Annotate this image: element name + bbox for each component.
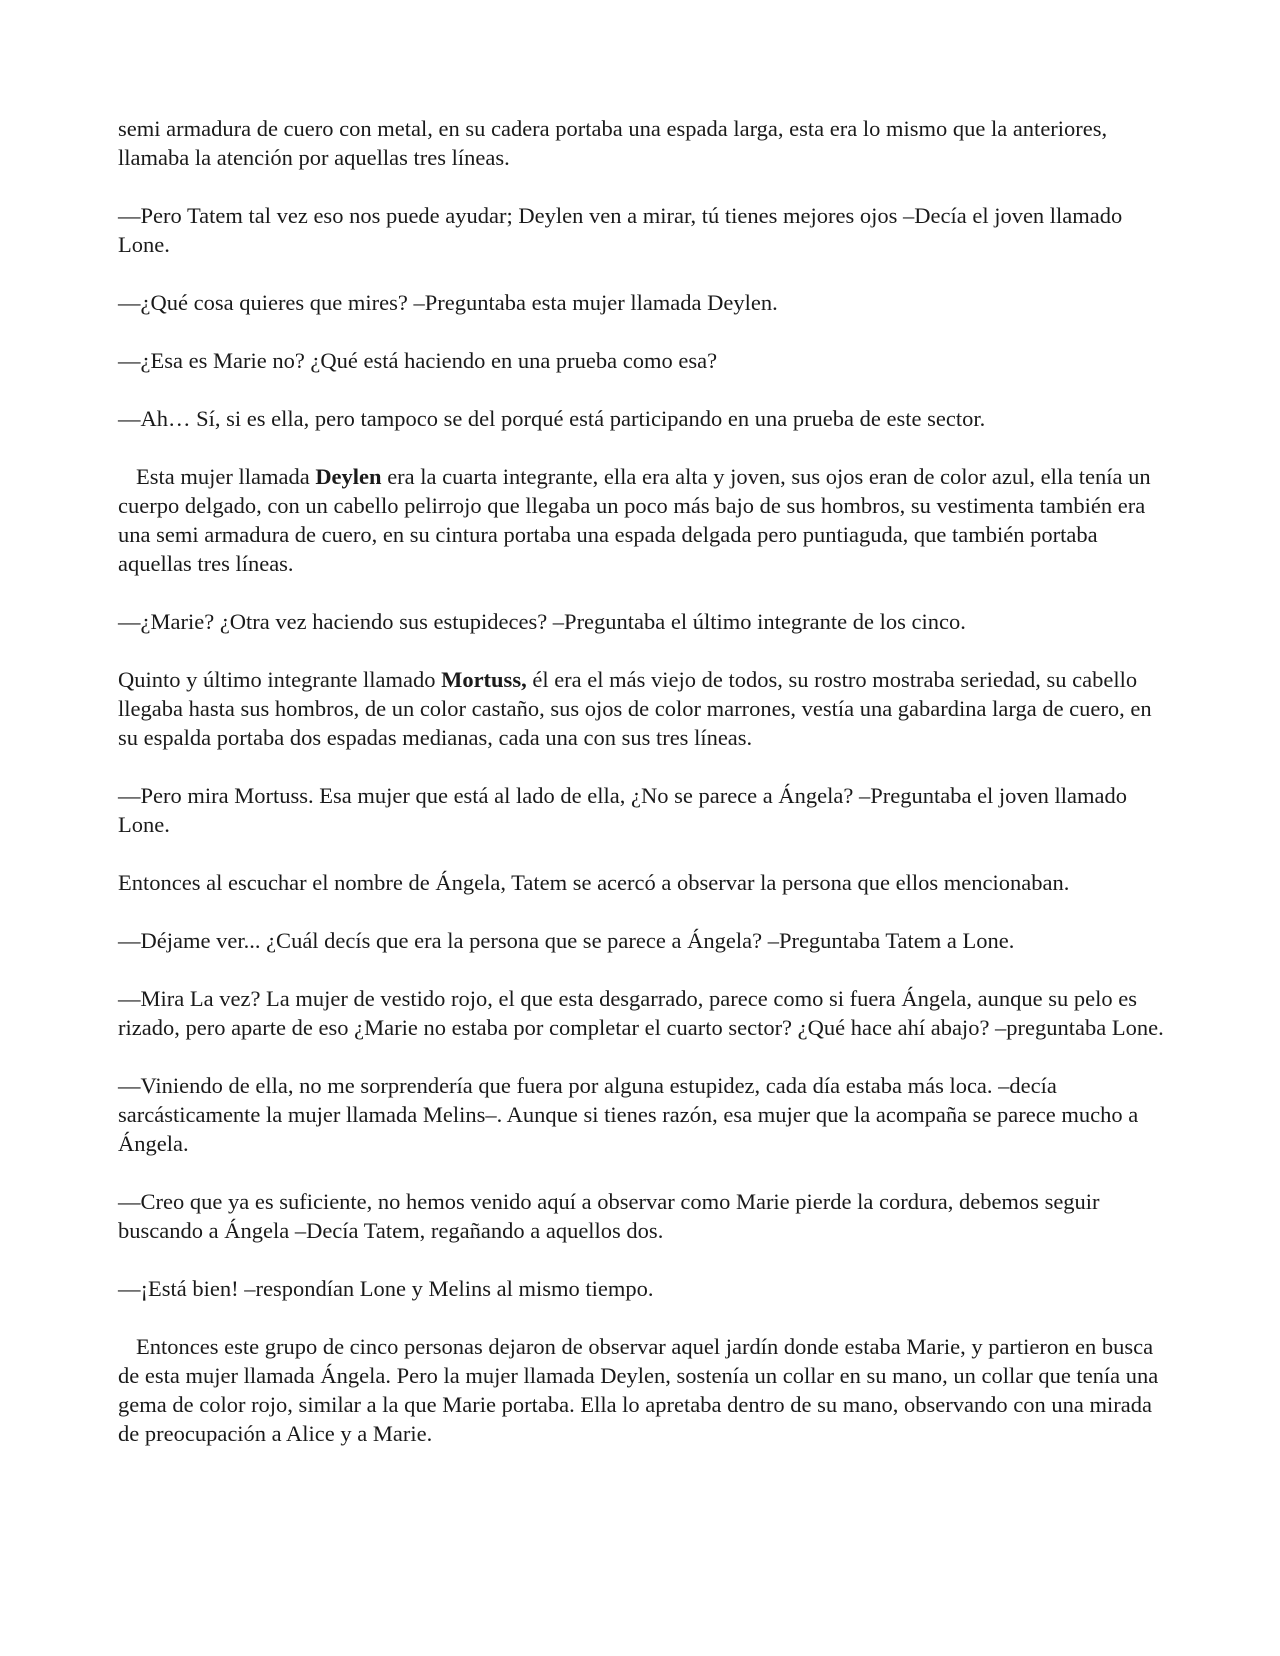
text-run: —Viniendo de ella, no me sorprendería que fuera por alguna estupidez, cada día estaba más loca. –decía sarcásticamente la mujer llamada Melins–. Aunque si tienes razón, esa mujer que la acompaña se parece mucho a Ángela.: [118, 1073, 1144, 1156]
text-run: Entonces este grupo de cinco personas dejaron de observar aquel jardín donde estaba Marie, y partieron en busca de esta mujer llamada Ángela. Pero la mujer llamada Deylen, sostenía un collar en su mano, un collar que tenía una gema de color rojo, similar a la que Marie portaba. Ella lo apretaba dentro de su mano, observando con una mirada de preocupación a Alice y a Marie.: [118, 1334, 1164, 1446]
text-run: —Pero Tatem tal vez eso nos puede ayudar; Deylen ven a mirar, tú tienes mejores ojos –Decía el joven llamado Lone.: [118, 203, 1128, 257]
paragraph: [118, 1274, 1168, 1303]
text-run: semi armadura de cuero con metal, en su cadera portaba una espada larga, esta era lo mismo que la anteriores, llamaba la atención por aquellas tres líneas.: [118, 116, 1113, 170]
character-name: Mortuss,: [441, 667, 527, 692]
paragraph: [118, 288, 1168, 317]
paragraph: [118, 781, 1168, 839]
paragraph: [118, 114, 1168, 172]
paragraph: [118, 346, 1168, 375]
paragraph: [118, 462, 1168, 578]
text-run: Esta mujer llamada: [136, 464, 316, 489]
character-name: Deylen: [315, 464, 382, 489]
text-run: Entonces al escuchar el nombre de Ángela, Tatem se acercó a observar la persona que ellos mencionaban.: [118, 870, 1070, 895]
paragraph: [118, 1187, 1168, 1245]
paragraph: [118, 1332, 1168, 1448]
text-run: —Creo que ya es suficiente, no hemos venido aquí a observar como Marie pierde la cordura, debemos seguir buscando a Ángela –Decía Tatem, regañando a aquellos dos.: [118, 1189, 1106, 1243]
paragraph: [118, 1071, 1168, 1158]
text-run: era la cuarta integrante, ella era alta y joven, sus ojos eran de color azul, ella tenía un cuerpo delgado, con un cabello pelirrojo que llegaba un poco más bajo de sus hombros, su vestimenta también era una semi armadura de cuero, en su cintura portaba una espada delgada pero puntiaguda, que también portaba aquellas tres líneas.: [118, 464, 1157, 576]
paragraph: [118, 201, 1168, 259]
paragraph: [118, 984, 1168, 1042]
paragraph: [118, 868, 1168, 897]
text-run: —Ah… Sí, si es ella, pero tampoco se del porqué está participando en una prueba de este sector.: [118, 406, 986, 431]
text-run: —¿Marie? ¿Otra vez haciendo sus estupideces? –Preguntaba el último integrante de los cinco.: [118, 609, 966, 634]
text-run: Quinto y último integrante llamado: [118, 667, 442, 692]
text-run: él era el más viejo de todos, su rostro mostraba seriedad, su cabello llegaba hasta sus hombros, de un color castaño, sus ojos de color marrones, vestía una gabardina larga de cuero, en su espalda portaba dos espadas medianas, cada una con sus tres líneas.: [118, 667, 1158, 750]
text-run: —¡Está bien! –respondían Lone y Melins al mismo tiempo.: [118, 1276, 654, 1301]
text-run: —Mira La vez? La mujer de vestido rojo, el que esta desgarrado, parece como si fuera Ángela, aunque su pelo es rizado, pero aparte de eso ¿Marie no estaba por completar el cuarto sector? ¿Qué hace ahí abajo? –preguntaba Lone.: [118, 986, 1164, 1040]
text-run: —¿Esa es Marie no? ¿Qué está haciendo en una prueba como esa?: [118, 348, 718, 373]
document-page: [118, 114, 1168, 1477]
paragraph: [118, 607, 1168, 636]
paragraph: [118, 404, 1168, 433]
paragraph: [118, 665, 1168, 752]
text-run: —Déjame ver... ¿Cuál decís que era la persona que se parece a Ángela? –Preguntaba Tatem a Lone.: [118, 928, 1015, 953]
text-run: —Pero mira Mortuss. Esa mujer que está al lado de ella, ¿No se parece a Ángela? –Preguntaba el joven llamado Lone.: [118, 783, 1133, 837]
paragraph: [118, 926, 1168, 955]
text-run: —¿Qué cosa quieres que mires? –Preguntaba esta mujer llamada Deylen.: [118, 290, 778, 315]
